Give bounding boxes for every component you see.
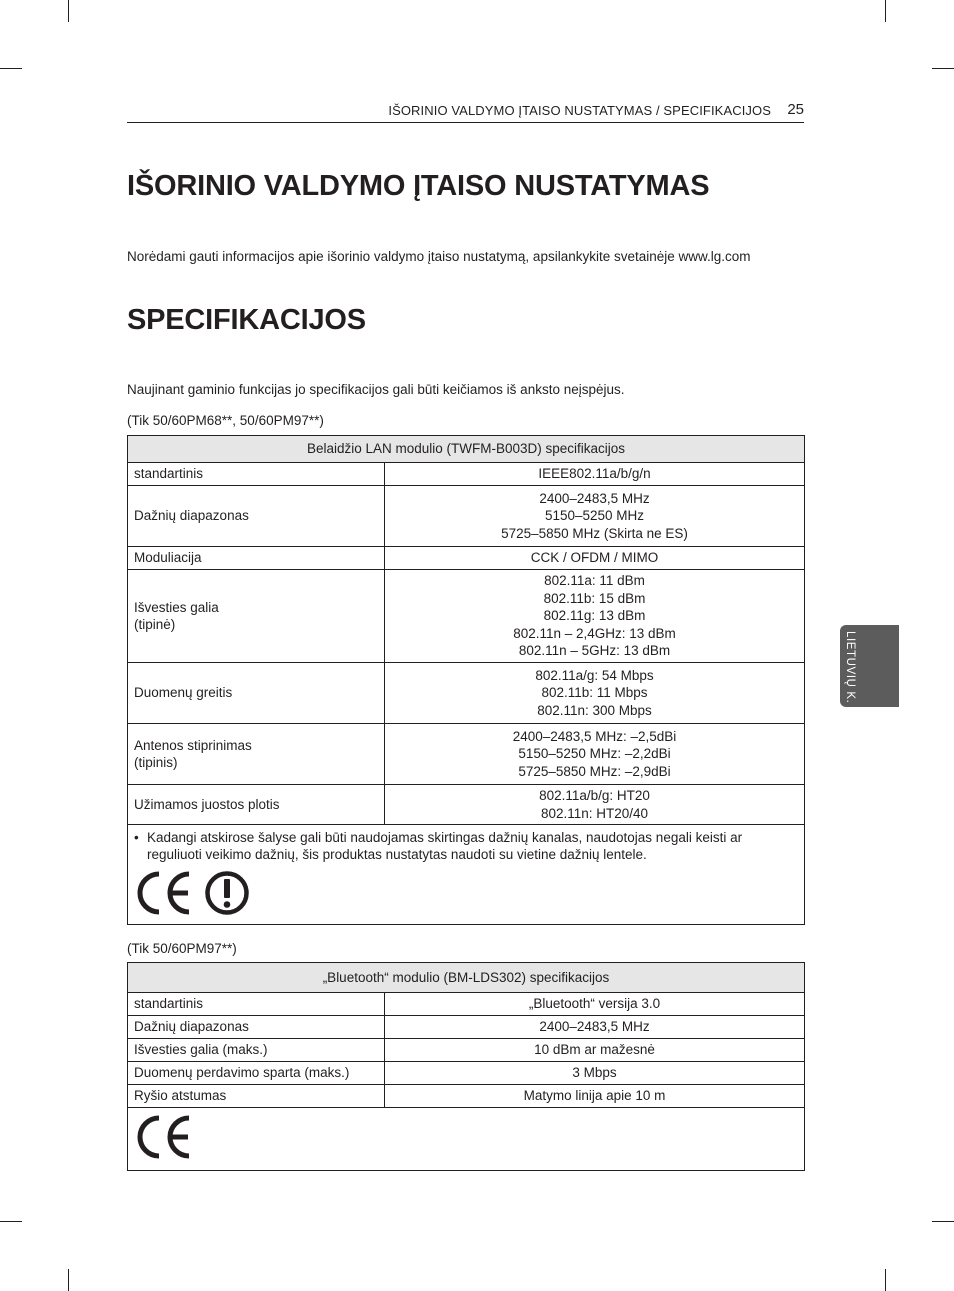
spec-value-cell xyxy=(385,1016,805,1039)
spec-label-cell xyxy=(128,1039,385,1062)
bluetooth-spec-table xyxy=(127,962,805,1171)
spec-label-cell xyxy=(128,663,385,724)
spec-value: 2400–2483,5 MHz xyxy=(539,490,650,506)
spec-label-cell xyxy=(128,785,385,825)
running-title: IŠORINIO VALDYMO ĮTAISO NUSTATYMAS / SPECIFIKACIJOS xyxy=(388,103,771,118)
table-row xyxy=(128,1016,805,1039)
bt-marks-cell xyxy=(128,1108,805,1171)
crop-mark xyxy=(68,0,69,22)
wlan-table-title: Belaidžio LAN modulio (TWFM-B003D) specifikacijos xyxy=(128,436,805,463)
bt-table-title: „Bluetooth“ modulio (BM-LDS302) specifikacijos xyxy=(128,963,805,993)
spec-label: Dažnių diapazonas xyxy=(134,1019,249,1035)
crop-mark xyxy=(0,68,22,69)
table-row xyxy=(128,993,805,1016)
spec-label-cell xyxy=(128,1062,385,1085)
language-tab xyxy=(840,625,899,707)
table-row xyxy=(128,1062,805,1085)
language-tab-label: LIETUVIŲ K. xyxy=(844,631,856,704)
spec-value: 802.11n – 2,4GHz: 13 dBm xyxy=(513,625,676,641)
spec-value: 802.11b: 15 dBm xyxy=(543,590,646,606)
spec-value: „Bluetooth“ versija 3.0 xyxy=(528,996,661,1012)
exclamation-circle-icon xyxy=(204,870,250,916)
spec-label: Moduliacija xyxy=(134,550,202,566)
spec-label-cell xyxy=(128,463,385,486)
table-row xyxy=(128,463,805,486)
spec-value-cell xyxy=(385,463,805,486)
note-text: Kadangi atskirose šalyse gali būti naudojamas skirtingas dažnių kanalas, naudotojas negali keisti ar reguliuoti veikimo dažnių, šis produktas nustatytas naudoti su vietine dažnių lentele. xyxy=(147,830,743,863)
spec-value: 802.11g: 13 dBm xyxy=(543,608,646,624)
table-row xyxy=(128,1085,805,1108)
spec-value: CCK / OFDM / MIMO xyxy=(530,550,659,566)
spec-value: 802.11a/b/g: HT20 xyxy=(539,788,650,804)
spec-label-cell xyxy=(128,1016,385,1039)
spec-heading: SPECIFIKACIJOS xyxy=(127,304,366,336)
table-row xyxy=(128,663,805,724)
running-header xyxy=(127,102,804,123)
spec-value: 5150–5250 MHz xyxy=(544,508,645,524)
spec-label: Dažnių diapazonas xyxy=(134,508,249,524)
crop-mark xyxy=(932,68,954,69)
spec-value-cell xyxy=(385,547,805,570)
spec-value: 5150–5250 MHz: –2,2dBi xyxy=(518,746,671,762)
spec-value: 3 Mbps xyxy=(572,1065,617,1081)
crop-mark xyxy=(932,1221,954,1222)
table-row xyxy=(128,785,805,825)
table-header-row xyxy=(128,436,805,463)
spec-value: 802.11b: 11 Mbps xyxy=(541,685,648,701)
spec-value: 5725–5850 MHz (Skirta ne ES) xyxy=(501,525,688,541)
table-row xyxy=(128,547,805,570)
spec-value-cell xyxy=(385,486,805,547)
spec-label: (tipinė) xyxy=(134,617,176,632)
setup-heading: IŠORINIO VALDYMO ĮTAISO NUSTATYMAS xyxy=(127,170,710,202)
spec-value-cell xyxy=(385,570,805,663)
spec-value-cell xyxy=(385,993,805,1016)
spec-label-cell xyxy=(128,993,385,1016)
spec-value: 802.11n – 5GHz: 13 dBm xyxy=(518,643,671,659)
spec-label: Užimamos juostos plotis xyxy=(134,796,280,812)
wlan-spec-table xyxy=(127,435,805,925)
spec-label: standartinis xyxy=(134,996,204,1012)
spec-label-cell xyxy=(128,547,385,570)
spec-value: 2400–2483,5 MHz: –2,5dBi xyxy=(512,728,677,744)
wlan-models-note: (Tik 50/60PM68**, 50/60PM97**) xyxy=(127,413,324,428)
ce-mark-icon xyxy=(134,870,194,916)
spec-label: Išvesties galia xyxy=(134,599,219,615)
ce-mark-icon xyxy=(134,1114,194,1160)
spec-value: 2400–2483,5 MHz xyxy=(539,1019,650,1035)
spec-value: 802.11n: 300 Mbps xyxy=(537,702,652,718)
table-row xyxy=(128,486,805,547)
spec-value: 802.11a: 11 dBm xyxy=(544,573,645,589)
spec-value: IEEE802.11a/b/g/n xyxy=(538,466,651,482)
spec-value: 802.11a/g: 54 Mbps xyxy=(535,667,654,683)
crop-mark xyxy=(68,1269,69,1291)
spec-value-cell xyxy=(385,1085,805,1108)
spec-value-cell xyxy=(385,1039,805,1062)
spec-label: Antenos stiprinimas xyxy=(134,737,252,753)
wlan-note-cell xyxy=(128,825,805,925)
spec-value-cell xyxy=(385,785,805,825)
setup-paragraph: Norėdami gauti informacijos apie išorinio valdymo įtaiso nustatymą, apsilankykite svetainėje www.lg.com xyxy=(127,249,751,264)
spec-label-cell xyxy=(128,1085,385,1108)
spec-label: Ryšio atstumas xyxy=(134,1088,227,1104)
spec-label-cell xyxy=(128,570,385,663)
spec-label-cell xyxy=(128,486,385,547)
spec-label: standartinis xyxy=(134,466,204,482)
spec-label: (tipinis) xyxy=(134,755,178,770)
spec-value: Matymo linija apie 10 m xyxy=(523,1088,666,1104)
spec-label: Išvesties galia (maks.) xyxy=(134,1042,268,1058)
crop-mark xyxy=(885,0,886,22)
spec-value-cell xyxy=(385,724,805,785)
bt-models-note: (Tik 50/60PM97**) xyxy=(127,941,237,956)
spec-value-cell xyxy=(385,663,805,724)
crop-mark xyxy=(885,1269,886,1291)
spec-value: 5725–5850 MHz: –2,9dBi xyxy=(518,763,671,779)
spec-label: Duomenų greitis xyxy=(134,685,233,701)
spec-value: 10 dBm ar mažesnė xyxy=(534,1042,655,1058)
note-bullet: • xyxy=(134,830,139,845)
spec-value-cell xyxy=(385,1062,805,1085)
page-number: 25 xyxy=(787,101,804,118)
certification-marks xyxy=(134,870,798,916)
table-header-row xyxy=(128,963,805,993)
spec-intro: Naujinant gaminio funkcijas jo specifikacijos gali būti keičiamos iš anksto neįspėjus. xyxy=(127,382,625,397)
spec-label: Duomenų perdavimo sparta (maks.) xyxy=(134,1065,350,1081)
marks-row xyxy=(128,1108,805,1171)
table-row xyxy=(128,1039,805,1062)
note-row xyxy=(128,825,805,925)
spec-label-cell xyxy=(128,724,385,785)
table-row xyxy=(128,724,805,785)
spec-value: 802.11n: HT20/40 xyxy=(540,805,649,821)
crop-mark xyxy=(0,1221,22,1222)
table-row xyxy=(128,570,805,663)
